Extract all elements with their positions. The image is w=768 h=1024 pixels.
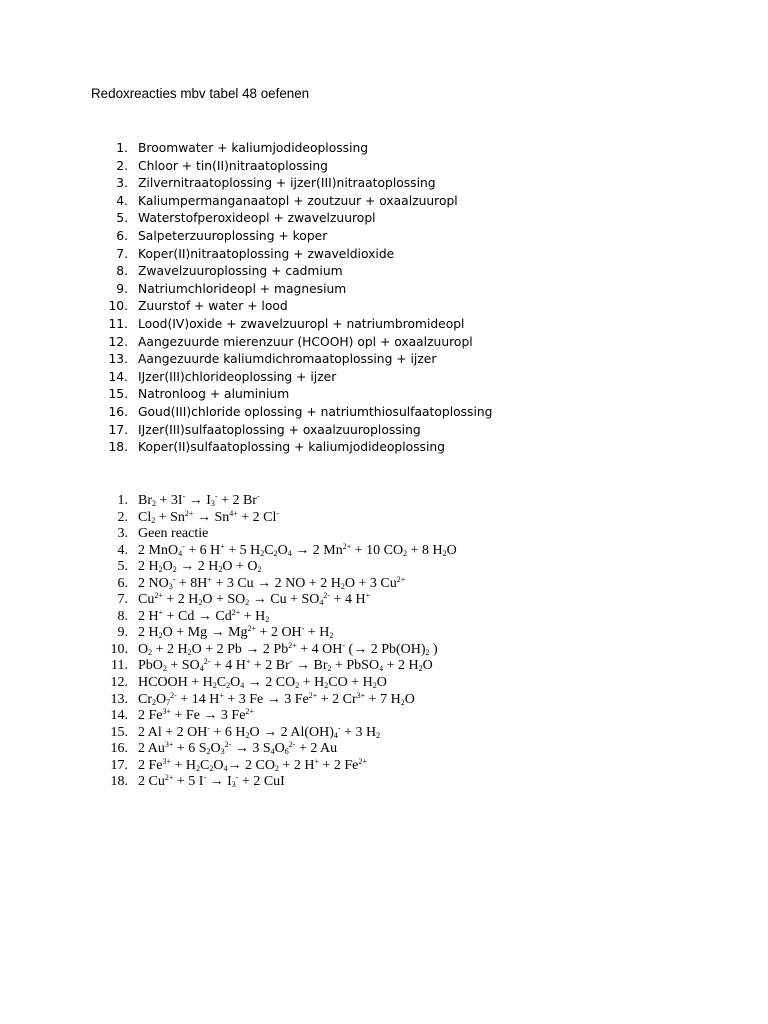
question-number: 7. [116,246,128,261]
question-number: 10. [108,299,128,314]
question-text: Zwavelzuuroplossing + cadmium [138,264,343,279]
answer-equation: $Cl_2 + Sn^{2+} \to Sn^{4+} + 2$ Cl- [138,508,280,525]
question-text: Zuurstof + water + lood [138,299,288,314]
answer-equation: $O_2 + 2$ $H_2O + 2$ Pb → 2 $Pb^{2+} + 4$ OH- (→ 2 $Pb(OH)_2$ ) [138,640,438,657]
answer-number: 17. [110,757,128,773]
answer-equation: 2 $H_2O + Mg \to Mg^{2+} + 2$ $OH^- + H_2$ [138,624,334,641]
answer-equation: 2 Al + 2 OH- + 6 $H_2O \to 2$ $Al(OH)_4^- + 3$ $H_2$ [138,723,381,740]
answer-number: 15. [110,724,128,740]
question-number: 1. [116,141,128,155]
answer-equation: $Cu^{2+} + 2$ $H_2O + SO_2 \to Cu + SO_4^{2-} + 4$ H+ [138,591,371,608]
question-number: 15. [108,387,128,402]
answer-number: 12. [110,675,128,691]
question-number: 17. [108,422,128,437]
question-text: IJzer(III)chlorideoplossing + ijzer [138,369,337,384]
answer-number: 2. [117,509,128,525]
answer-equation: 2 $NO_3^- + 8H^+ + 3$ Cu → 2 NO + 2 $H_2O + 3$ $Cu^{2+}$ [138,574,406,591]
answer-number: 1. [117,493,128,508]
question-number: 6. [116,228,128,243]
answer-equation: 2 $Fe^{3+} + H_2C_2O_4\to 2$ $CO_2 + 2$ H+ + 2 $Fe^{2+}$ [138,756,367,773]
answer-equation: HCOOH + $H_2C_2O_4 \to 2$ $CO_2 + H_2CO + H_2O$ [138,675,387,691]
question-text: Aangezuurde kaliumdichromaatoplossing + ijzer [138,352,437,367]
question-number: 18. [108,440,128,455]
answer-equation: 2 $H^+ + Cd \to Cd^{2+} + H_2$ [138,607,270,624]
question-text: Aangezuurde mierenzuur (HCOOH) opl + oxaalzuuropl [138,334,473,349]
question-text: Koper(II)sulfaatoplossing + kaliumjodideoplossing [138,440,445,455]
answer-number: 3. [117,526,128,542]
answer-number: 14. [110,708,128,724]
answer-number: 4. [117,542,128,558]
question-number: 3. [116,176,128,191]
answer-number: 10. [110,641,128,657]
question-text: Natriumchlorideopl + magnesium [138,281,347,296]
question-number: 8. [116,264,128,279]
question-text: Salpeterzuuroplossing + koper [138,228,328,243]
answer-equation: $Cr_2O_7^{2-} + 14$ H+ + 3 Fe → 3 $Fe^{2+} + 2$ $Cr^{3+} + 7$ $H_2O$ [138,690,415,707]
question-number: 2. [116,158,128,173]
question-text: IJzer(III)sulfaatoplossing + oxaalzuuroplossing [138,422,421,437]
answer-equation: 2 $Fe^{3+} + Fe \to 3$ $Fe^{2+}$ [138,707,254,724]
question-text: Natronloog + aluminium [138,387,290,402]
answer-equation: 2 MnO$_4$- + 6 H+ + 5 $H_2C_2O_4 \to 2$ $Mn^{2+} + 10$ $CO_2 + 8$ $H_2O$ [138,541,457,558]
question-number: 12. [108,334,128,349]
answer-number: 18. [110,774,128,790]
answer-number: 5. [117,559,128,575]
question-number: 14. [108,369,128,384]
question-text: Kaliumpermanganaatopl + zoutzuur + oxaalzuuropl [138,193,458,208]
answer-number: 8. [117,608,128,624]
answer-number: 7. [117,592,128,608]
answer-number: 16. [110,741,128,757]
answer-number: 11. [111,658,128,674]
question-number: 13. [108,352,128,367]
question-text: Waterstofperoxideopl + zwavelzuuropl [138,211,376,226]
question-text: Zilvernitraatoplossing + ijzer(III)nitraatoplossing [138,176,436,191]
answer-number: 9. [117,625,128,641]
answer-equation: 2 $Au^{3+} + 6$ $S_2O_3^{2-} \to 3$ $S_4O_6^{2-} + 2$ Au [138,740,338,757]
answer-equation: Geen reactie [138,526,209,542]
answer-number: 13. [110,691,128,707]
answer-equation: $PbO_2 + SO_4^{2-} + 4$ H+ + 2 $Br^- \to Br_2$ + PbSO$_4$ + 2 $H_2O$ [138,657,433,674]
question-number: 5. [116,211,128,226]
question-text: Goud(III)chloride oplossing + natriumthiosulfaatoplossing [138,404,493,419]
question-text: Lood(IV)oxide + zwavelzuuropl + natriumbromideopl [138,316,465,331]
answer-equation: 2 $Cu^{2+} + 5$ $I^- \to I_3^- + 2$ CuI [138,773,285,790]
question-number: 11. [108,316,128,331]
answer-equation: 2 $H_2O_2 \to 2$ $H_2O + O_2$ [138,559,262,575]
question-number: 4. [116,193,128,208]
answer-equation: $Br_2 + 3I^- \to I_3^- + 2$ Br- [138,492,260,508]
question-text: Broomwater + kaliumjodideoplossing [138,141,369,155]
question-text: Koper(II)nitraatoplossing + zwaveldioxide [138,246,395,261]
question-number: 16. [108,404,128,419]
question-text: Chloor + tin(II)nitraatoplossing [138,158,328,173]
answer-number: 6. [117,575,128,591]
document-title: Redoxreacties mbv tabel 48 oefenen [91,86,310,101]
question-number: 9. [116,281,128,296]
